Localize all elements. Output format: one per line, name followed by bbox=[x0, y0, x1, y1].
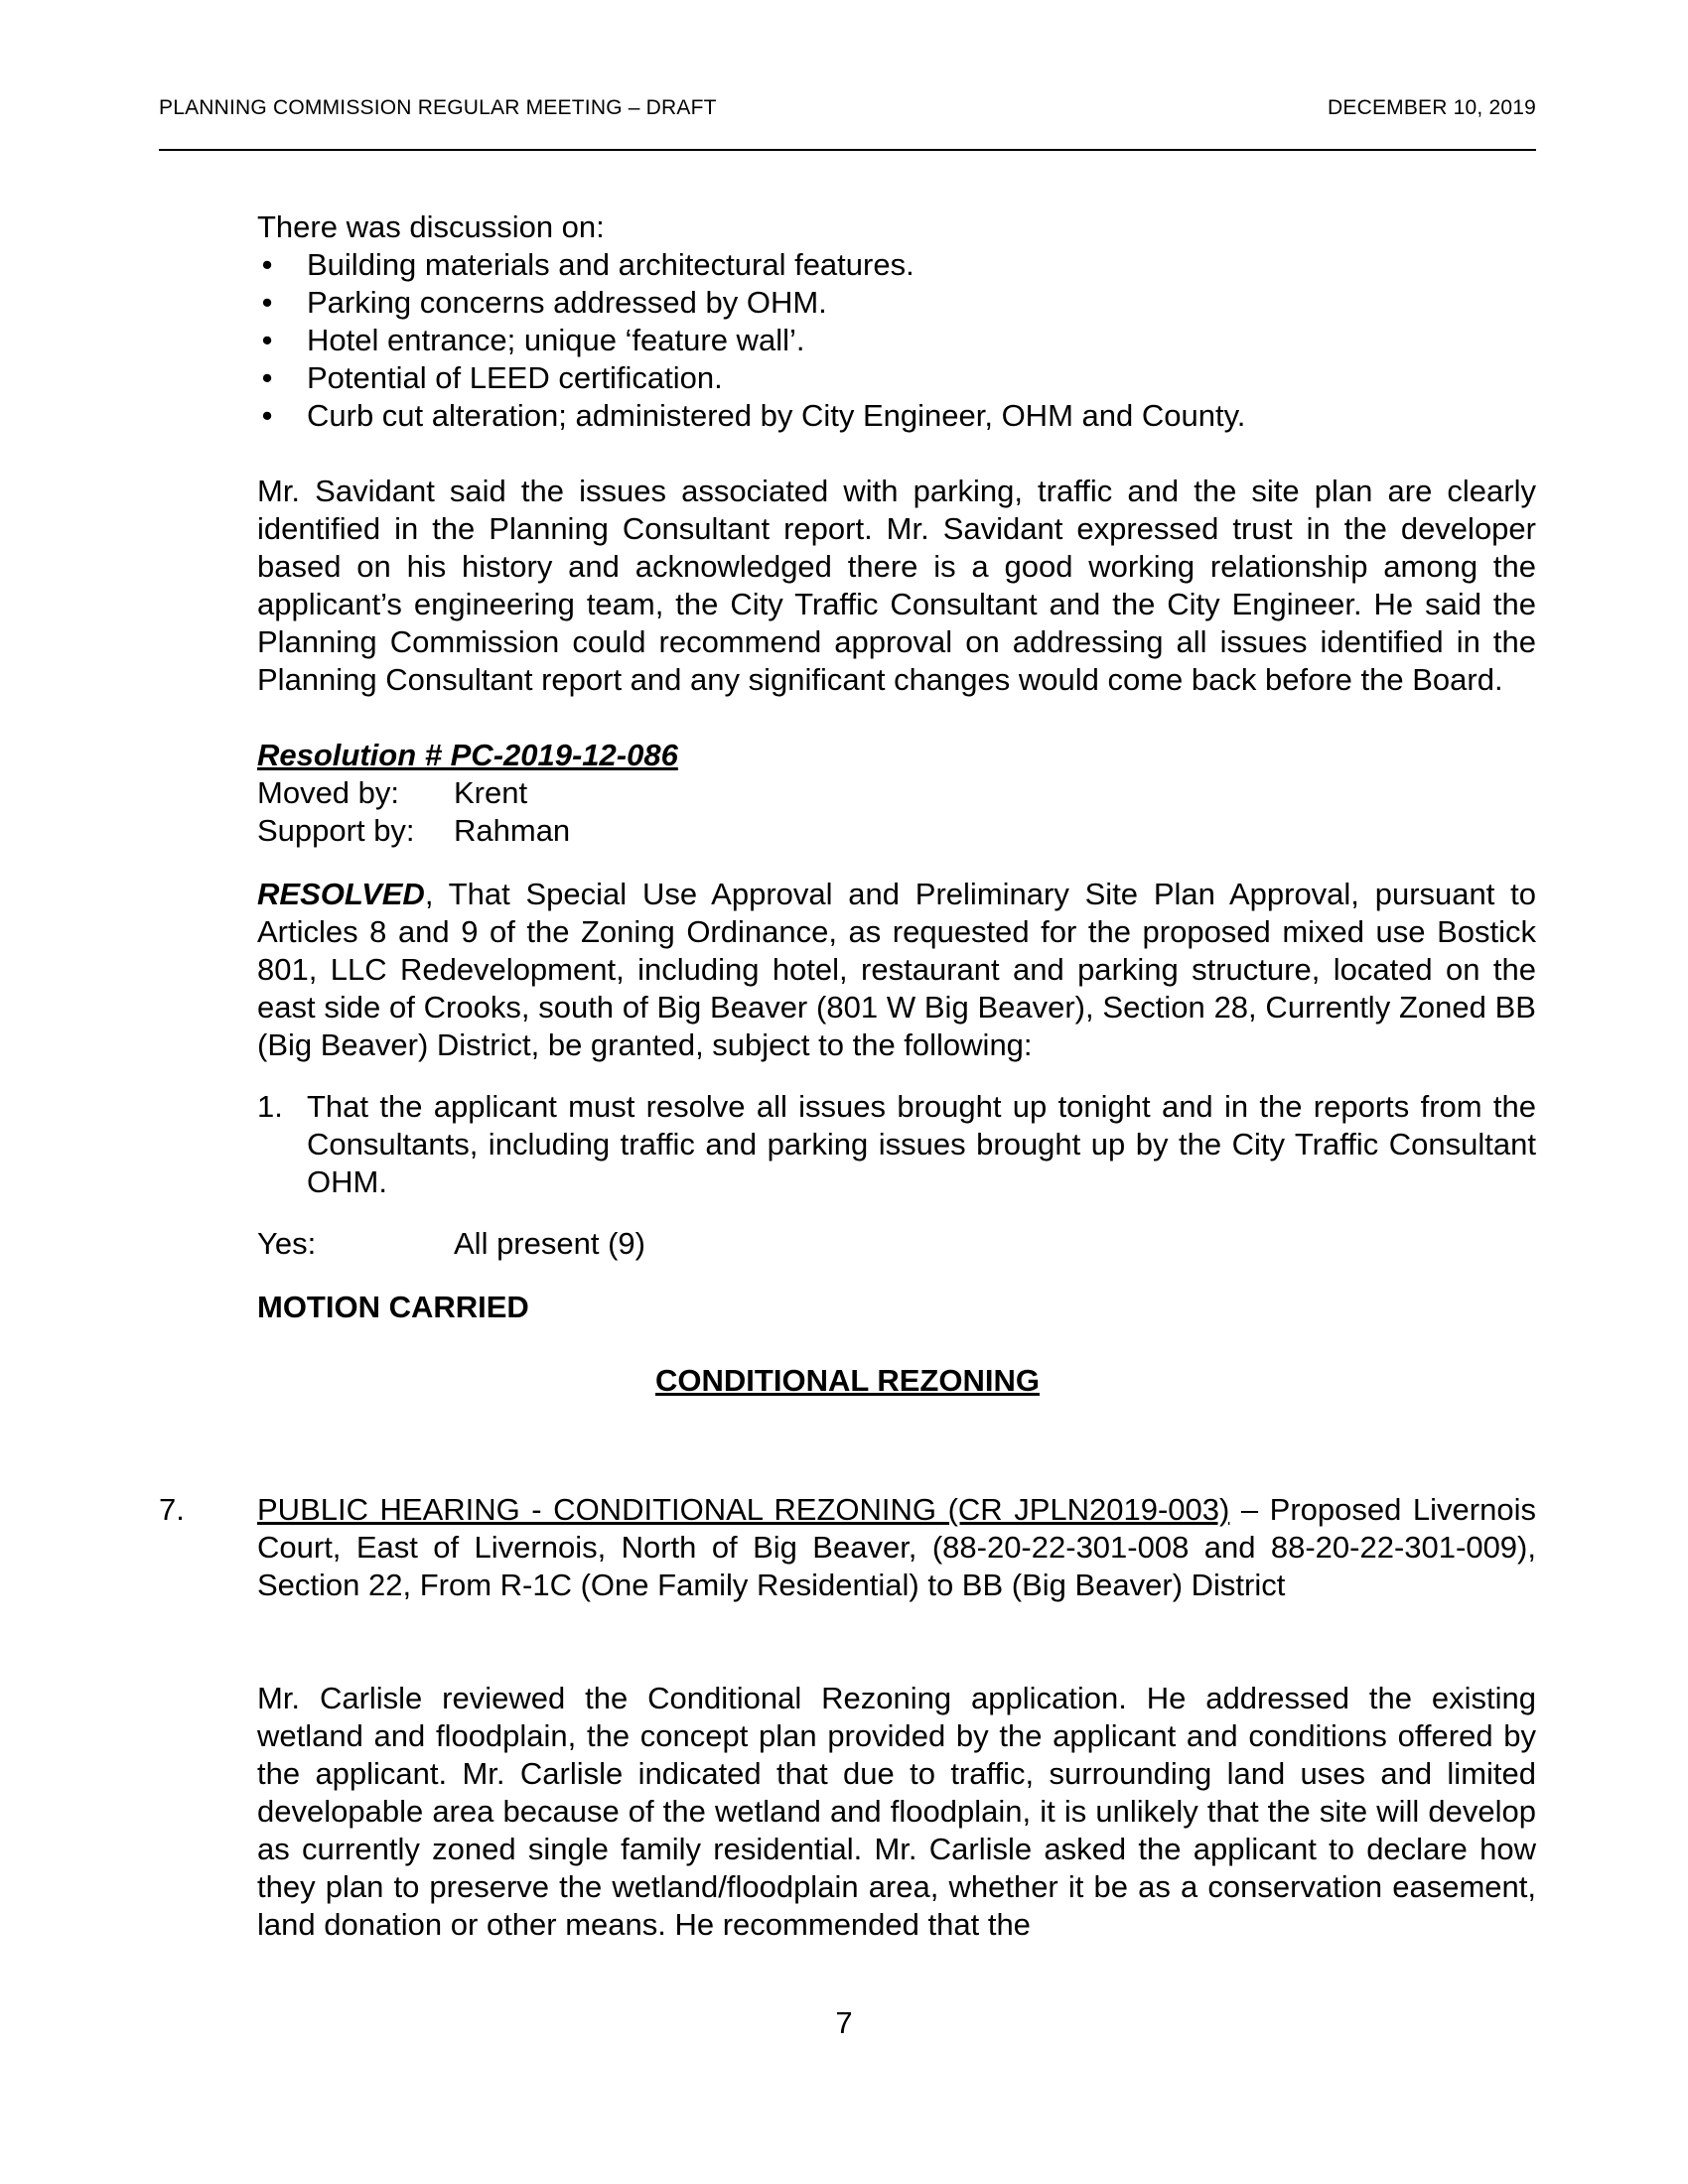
support-by-row bbox=[257, 812, 1536, 850]
savidant-paragraph: Mr. Savidant said the issues associated with parking, traffic and the site plan are clearly identified in the Planning Consultant report. Mr. Savidant expressed trust in the developer based on his history and acknowledged there is a good working relationship among the applicant’s engineering team, the City Traffic Consultant and the City Engineer. He said the Planning Commission could recommend approval on addressing all issues identified in the Planning Consultant report and any significant changes would come back before the Board. bbox=[257, 474, 1536, 697]
moved-by-row bbox=[257, 774, 1536, 812]
resolution-title: Resolution # PC-2019-12-086 bbox=[257, 738, 678, 772]
condition-number: 1. bbox=[257, 1089, 283, 1124]
motion-outcome: MOTION CARRIED bbox=[257, 1290, 529, 1324]
discussion-bullet-list bbox=[257, 246, 1536, 435]
moved-by-value: Krent bbox=[454, 775, 528, 810]
section-title: CONDITIONAL REZONING bbox=[655, 1363, 1040, 1398]
header-meeting-title: PLANNING COMMISSION REGULAR MEETING – DRAFT bbox=[159, 96, 717, 119]
carlisle-paragraph: Mr. Carlisle reviewed the Conditional Rezoning application. He addressed the existing wetland and floodplain, the concept plan provided by the applicant and conditions offered by the applicant. Mr. Carlisle indicated that due to traffic, surrounding land uses and limited developable area because of the wetland and floodplain, it is unlikely that the site will develop as currently zoned single family residential. Mr. Carlisle asked the applicant to declare how they plan to preserve the wetland/floodplain area, whether it be as a conservation easement, land donation or other means. He recommended that the bbox=[257, 1681, 1536, 1942]
resolved-word: RESOLVED bbox=[257, 877, 425, 911]
bullet-icon: • bbox=[261, 323, 273, 357]
list-item: • Potential of LEED certification. bbox=[257, 359, 1536, 397]
condition-text: That the applicant must resolve all issues brought up tonight and in the reports from the Consultants, including traffic and parking issues brought up by the City Traffic Consultant OHM. bbox=[307, 1089, 1536, 1199]
carlisle-block bbox=[257, 1680, 1536, 1944]
list-item: • Curb cut alteration; administered by City Engineer, OHM and County. bbox=[257, 397, 1536, 435]
support-by-value: Rahman bbox=[454, 813, 571, 848]
bullet-icon: • bbox=[261, 398, 273, 433]
header-date: DECEMBER 10, 2019 bbox=[1328, 96, 1536, 119]
list-item: • Parking concerns addressed by OHM. bbox=[257, 284, 1536, 322]
agenda-item-text: PUBLIC HEARING - CONDITIONAL REZONING (CR JPLN2019-003) – Proposed Livernois Court, East of Livernois, North of Big Beaver, (88-20-22-301-008 and 88-20-22-301-009), Section 22, From R-1C (One Family Residential) to BB (Big Beaver) District bbox=[257, 1492, 1536, 1602]
moved-by-label: Moved by: bbox=[257, 775, 400, 810]
header-divider bbox=[159, 149, 1536, 151]
bullet-icon: • bbox=[261, 285, 273, 320]
support-by-label: Support by: bbox=[257, 813, 415, 848]
agenda-item-number: 7. bbox=[159, 1492, 185, 1527]
bullet-icon: • bbox=[261, 247, 273, 282]
list-item: • Hotel entrance; unique ‘feature wall’. bbox=[257, 322, 1536, 359]
page-number: 7 bbox=[835, 2005, 853, 2040]
vote-label: Yes: bbox=[257, 1226, 317, 1261]
resolved-paragraph: RESOLVED, That Special Use Approval and Preliminary Site Plan Approval, pursuant to Articles 8 and 9 of the Zoning Ordinance, as requested for the proposed mixed use Bostick 801, LLC Redevelopment, including hotel, restaurant and parking structure, located on the east side of Crooks, south of Big Beaver (801 W Big Beaver), Section 28, Currently Zoned BB (Big Beaver) District, be granted, subject to the following: bbox=[257, 877, 1536, 1062]
vote-value: All present (9) bbox=[454, 1226, 645, 1261]
page-body bbox=[257, 208, 1536, 1431]
vote-row bbox=[257, 1225, 1536, 1263]
discussion-intro: There was discussion on: bbox=[257, 209, 605, 244]
list-item: • Building materials and architectural features. bbox=[257, 246, 1536, 284]
agenda-item-7 bbox=[159, 1491, 1536, 1604]
bullet-icon: • bbox=[261, 360, 273, 395]
public-hearing-title: PUBLIC HEARING - CONDITIONAL REZONING (CR JPLN2019-003) bbox=[257, 1492, 1230, 1527]
condition-item bbox=[257, 1088, 1536, 1201]
